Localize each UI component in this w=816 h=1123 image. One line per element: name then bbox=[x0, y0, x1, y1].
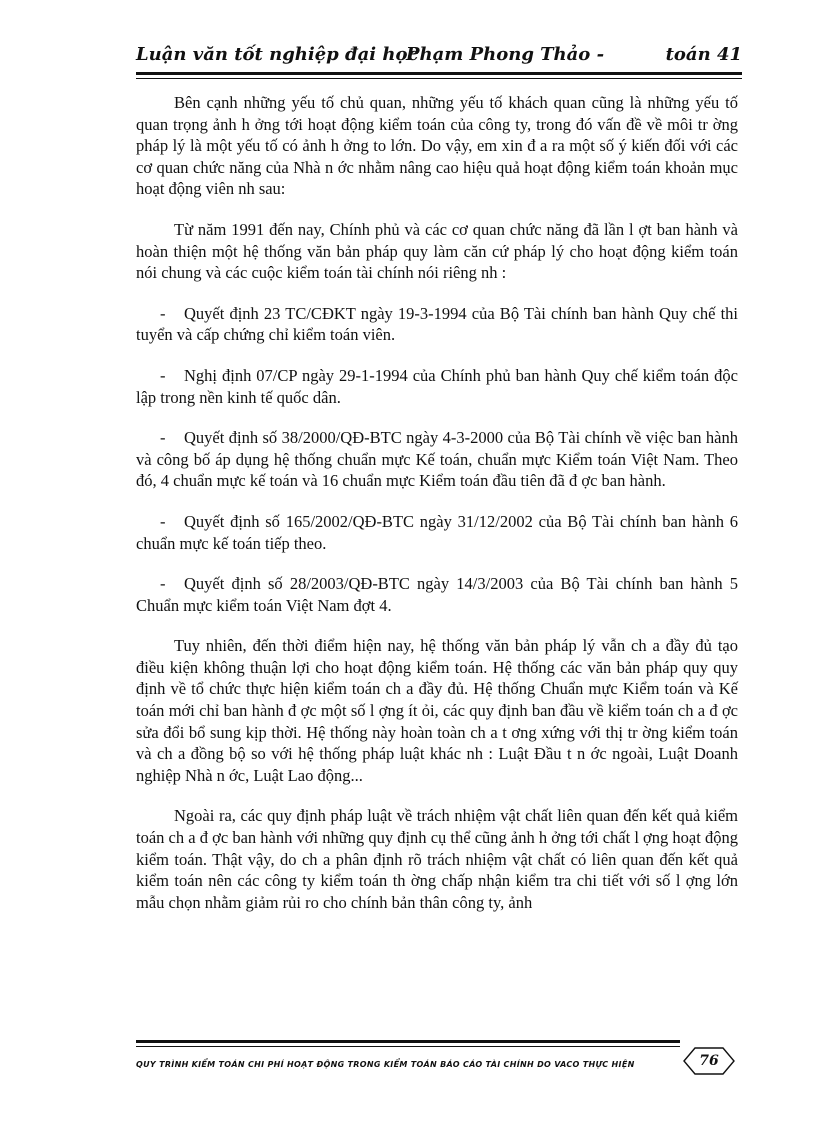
page-body bbox=[136, 92, 738, 932]
footer-rule-thin bbox=[136, 1046, 680, 1047]
class-label: toán 41 bbox=[665, 44, 742, 65]
dash-bullet: - bbox=[160, 574, 166, 594]
list-item bbox=[136, 573, 738, 616]
header-rule-thin bbox=[136, 78, 742, 79]
dash-bullet: - bbox=[160, 303, 166, 323]
dash-bullet: - bbox=[160, 511, 166, 531]
list-item-text: Quyết định 23 TC/CĐKT ngày 19-3-1994 của Bộ Tài chính ban hành Quy chế thi tuyển và cấp chứng chỉ kiểm toán viên. bbox=[136, 303, 738, 345]
list-item bbox=[136, 303, 738, 346]
thesis-title: Luận văn tốt nghiệp đại học bbox=[136, 44, 419, 65]
author-name: Phạm Phong Thảo - bbox=[406, 44, 605, 65]
page-number-badge bbox=[682, 1046, 736, 1076]
list-item-text: Quyết định số 38/2000/QĐ-BTC ngày 4-3-2000 của Bộ Tài chính về việc ban hành và công bố áp dụng hệ thống chuẩn mực Kế toán, chuẩn mực Kiểm toán Việt Nam. Theo đó, 4 chuẩn mực kế toán và 16 chuẩn mực Kiểm toán đầu tiên đã đ ợc ban hành. bbox=[136, 428, 738, 491]
page-header bbox=[136, 40, 742, 80]
list-item bbox=[136, 365, 738, 408]
body-paragraph: Từ năm 1991 đến nay, Chính phủ và các cơ quan chức năng đã lần l ợt ban hành và hoàn thiện một hệ thống văn bản pháp quy làm căn cứ pháp lý cho hoạt động kiểm toán nói chung và các cuộc kiểm toán tài chính nói riêng nh : bbox=[136, 219, 738, 283]
list-item bbox=[136, 511, 738, 554]
footer-rule-thick bbox=[136, 1040, 680, 1043]
list-item-text: Quyết định số 165/2002/QĐ-BTC ngày 31/12/2002 của Bộ Tài chính ban hành 6 chuẩn mực kế toán tiếp theo. bbox=[136, 511, 738, 553]
footer-title: QUY TRÌNH KIỂM TOÁN CHI PHÍ HOẠT ĐỘNG TRONG KIỂM TOÁN BÁO CÁO TÀI CHÍNH DO VACO THỰC HIỆN bbox=[136, 1060, 635, 1069]
list-item bbox=[136, 427, 738, 492]
body-paragraph: Ngoài ra, các quy định pháp luật về trách nhiệm vật chất liên quan đến kết quả kiểm toán ch a đ ợc ban hành với những quy định cụ thể cũng ảnh h ởng tới chất l ợng hoạt động kiểm toán. Thật vậy, do ch a phân định rõ trách nhiệm vật chất có liên quan đến kết quả kiểm toán nên các công ty kiểm toán th ờng chấp nhận kiểm tra chi tiết với số l ợng lớn mẫu chọn nhằm giảm rủi ro cho chính bản thân công ty, ảnh bbox=[136, 806, 738, 912]
page-number: 76 bbox=[699, 1053, 719, 1069]
page-footer bbox=[136, 1040, 742, 1086]
list-item-text: Nghị định 07/CP ngày 29-1-1994 của Chính phủ ban hành Quy chế kiểm toán độc lập trong nền kinh tế quốc dân. bbox=[136, 365, 738, 407]
header-rule-thick bbox=[136, 72, 742, 75]
list-item-text: Quyết định số 28/2003/QĐ-BTC ngày 14/3/2003 của Bộ Tài chính ban hành 5 Chuẩn mực kiểm toán Việt Nam đợt 4. bbox=[136, 574, 738, 615]
body-paragraph: Bên cạnh những yếu tố chủ quan, những yếu tố khách quan cũng là những yếu tố quan trọng ảnh h ởng tới hoạt động kiểm toán của công ty, trong đó vấn đề về môi tr ờng pháp lý là một yếu tố có ảnh h ởng to lớn. Do vậy, em xin đ a ra một số ý kiến đối với các cơ quan chức năng của Nhà n ớc nhằm nâng cao hiệu quả hoạt động kiểm toán khoản mục hoạt động viên nh sau: bbox=[136, 93, 738, 199]
dash-bullet: - bbox=[160, 365, 166, 385]
dash-bullet: - bbox=[160, 428, 166, 448]
body-paragraph: Tuy nhiên, đến thời điểm hiện nay, hệ thống văn bản pháp lý vẫn ch a đầy đủ tạo điều kiện không thuận lợi cho hoạt động kiểm toán. Hệ thống các văn bản pháp quy quy định về tổ chức thực hiện kiểm toán ch a đầy đủ. Hệ thống Chuẩn mực Kiểm toán và Kế toán mới chỉ ban hành đ ợc một số l ợng ít ỏi, các quy định ban đầu về kiểm toán ch a đ ợc sửa đổi bổ sung kịp thời. Hệ thống này hoàn toàn ch a t ơng xứng với thị tr ờng kiểm toán và ch a đồng bộ so với hệ thống pháp luật khác nh : Luật Đầu t n ớc ngoài, Luật Doanh nghiệp Nhà n ớc, Luật Lao động... bbox=[136, 636, 738, 785]
